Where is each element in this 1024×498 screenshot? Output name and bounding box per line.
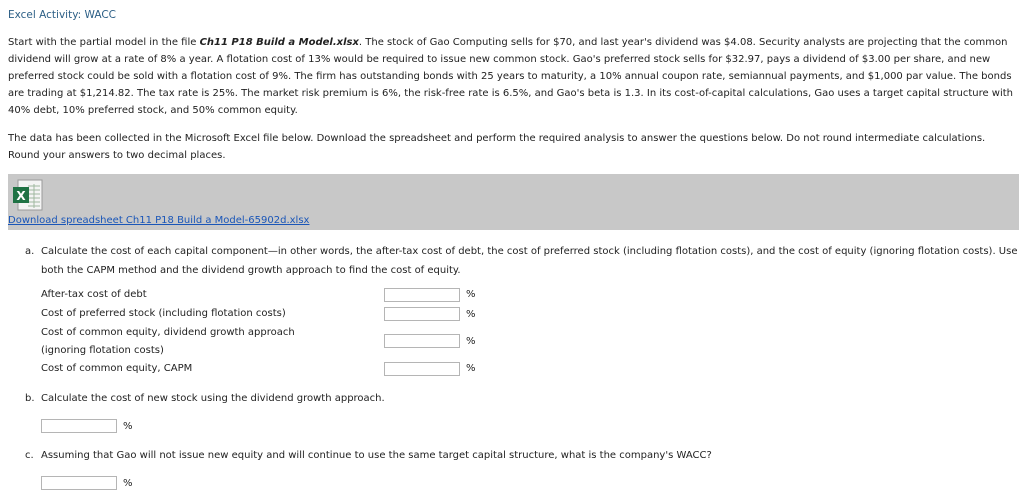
unit-percent: % [466, 289, 476, 300]
cost-of-new-stock-input[interactable] [41, 419, 117, 433]
row-label-after-tax-cost-of-debt: After-tax cost of debt [41, 289, 147, 300]
page-title: Excel Activity: WACC [8, 9, 116, 21]
download-spreadsheet-link[interactable]: Download spreadsheet Ch11 P18 Build a Model-65902d.xlsx [8, 215, 310, 226]
excel-file-icon[interactable] [10, 178, 46, 214]
question-a-text: Calculate the cost of each capital component—in other words, the after-tax cost of debt, the cost of preferred stock (including flotation costs), and the cost of equity (ignoring flotation costs). Use both the CAPM method and the dividend growth approach to find the cost of equity. [41, 246, 1018, 276]
question-c-text: Assuming that Gao will not issue new equity and will continue to use the same target capital structure, what is the company's WACC? [41, 450, 712, 461]
intro-part1: Start with the partial model in the file [8, 37, 200, 48]
wacc-input[interactable] [41, 476, 117, 490]
question-b-label: b. [25, 393, 35, 404]
cost-of-preferred-stock-input[interactable] [384, 307, 460, 321]
row-label-cost-of-equity-capm: Cost of common equity, CAPM [41, 363, 193, 374]
filename: Ch11 P18 Build a Model.xlsx [199, 37, 359, 48]
problem-statement [8, 34, 1016, 119]
unit-percent: % [123, 478, 133, 489]
row-label-line2: (ignoring flotation costs) [41, 345, 164, 356]
question-c [25, 450, 712, 461]
question-a [25, 242, 1020, 280]
unit-percent: % [466, 363, 476, 374]
row-label-line1: Cost of common equity, dividend growth approach [41, 327, 295, 338]
row-label-cost-of-equity-dgm [41, 324, 295, 360]
question-a-label: a. [25, 246, 35, 257]
cost-of-equity-capm-input[interactable] [384, 362, 460, 376]
intro-part2: . The stock of Gao Computing sells for $70, and last year's dividend was $4.08. Security analysts are projecting that the common dividend will grow at a rate of 8% a year. A flotation cost of 13% would be required to issue new common stock. Gao's preferred stock sells for $32.97, pays a dividend of $3.00 per share, and new preferred stock could be sold with a flotation cost of 9%. The firm has outstanding bonds with 25 years to maturity, a 10% annual coupon rate, semiannual payments, and $1,000 par value. The bonds are trading at $1,214.82. The tax rate is 25%. The market risk premium is 6%, the risk-free rate is 6.5%, and Gao's beta is 1.3. In its cost-of-capital calculations, Gao uses a target capital structure with 40% debt, 10% preferred stock, and 50% common equity. [8, 37, 1014, 116]
question-b-text: Calculate the cost of new stock using the dividend growth approach. [41, 393, 385, 404]
question-c-label: c. [25, 450, 34, 461]
after-tax-cost-of-debt-input[interactable] [384, 288, 460, 302]
unit-percent: % [123, 421, 133, 432]
cost-of-equity-dgm-input[interactable] [384, 334, 460, 348]
unit-percent: % [466, 336, 476, 347]
row-label-cost-of-preferred-stock: Cost of preferred stock (including flotation costs) [41, 308, 286, 319]
unit-percent: % [466, 309, 476, 320]
excel-icon-letter: X [16, 189, 26, 203]
instructions: The data has been collected in the Microsoft Excel file below. Download the spreadsheet and perform the required analysis to answer the questions below. Do not round intermediate calculations. Round your answers to two decimal places. [8, 133, 986, 161]
question-b [25, 393, 385, 404]
